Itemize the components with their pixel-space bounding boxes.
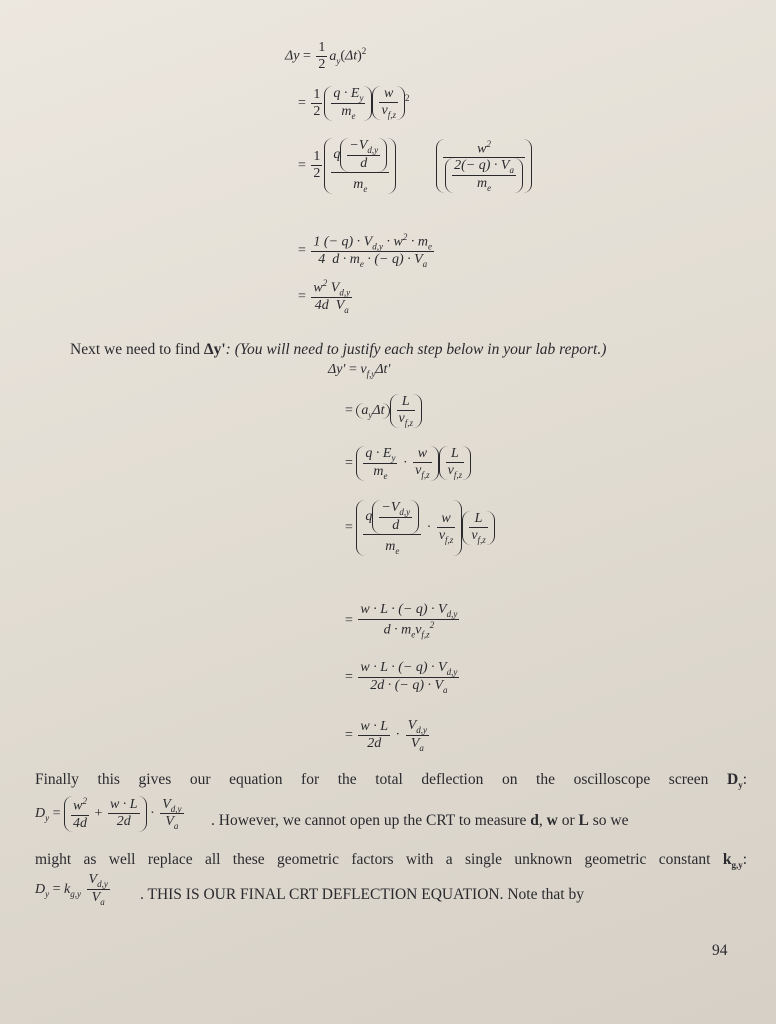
dyp-line-2: = $a_y\Delta t$ $\frac{L}{v_{f,z}}$ — [345, 394, 422, 428]
eq-dy: $D_y$ = $\frac{w^2}{4d}$ + $\frac{w \cdot L}{2d}$ · $\frac{V_{d,y}}{V_a}$ — [35, 796, 182, 832]
next-symbol: Δy' — [203, 341, 226, 358]
dy-line-2: = $\frac{1}{2}$ $\frac{q \cdot E_y}{m_e}$ $\frac{w}{v_{f,z}}$ $^2$ — [298, 86, 410, 121]
para2-b: so we — [592, 812, 629, 829]
next-intro-text: Next we need to find — [70, 341, 200, 358]
para1-symbol: D — [727, 771, 739, 788]
para2-L: L — [578, 812, 589, 829]
para2-a: . However, we cannot open up the CRT to measure — [211, 812, 527, 829]
para4-text: . THIS IS OUR FINAL CRT DEFLECTION EQUATION. Note that by — [140, 886, 584, 903]
dyp-line-1: $\Delta y' = v_{f,y}\Delta t'$ — [328, 362, 391, 379]
dyp-line-4: = q $\frac{-V_{d,y}}{d}$ $m_e$ · $\frac{w}{v_{f,z}}$ $\frac{L}{v_{f,z}}$ — [345, 500, 495, 556]
para3-sub: g,y — [731, 860, 743, 871]
next-intro-line — [70, 340, 606, 360]
next-italic-note: : (You will need to justify each step below in your lab report.) — [225, 341, 607, 358]
dy-line-1: Δy = $\frac{1}{2}$ $a_y(\Delta t)^2$ — [285, 40, 367, 72]
para2-or: or — [561, 812, 575, 829]
eq-final: $D_y = k_{g,y}$ $\frac{V_{d,y}}{V_a}$ — [35, 872, 108, 907]
para1-sub: y — [738, 780, 743, 791]
dyp-line-3: = $\frac{q \cdot E_y}{m_e}$ · $\frac{w}{v_{f,z}}$ $\frac{L}{v_{f,z}}$ — [345, 446, 471, 481]
para3-text: might as well replace all these geometric factors with a single unknown geometric constant — [35, 851, 711, 868]
para4 — [140, 885, 584, 905]
para3: might as well replace all these geometric factors with a single unknown geometric constant $k_{g,y}$: — [35, 851, 748, 871]
dyp-line-5: = $\frac{w \cdot L \cdot (- q) \cdot V_{d,y}}{d \cdot m_ev_{f,z}^2}$ — [345, 602, 458, 640]
page-number: 94 — [712, 942, 728, 959]
para2: . However, we cannot open up the CRT to measure d, w or L so we — [211, 812, 629, 829]
para1-text: Finally this gives our equation for the total deflection on the oscilloscope screen — [35, 771, 709, 788]
dyp-line-7: = $\frac{w \cdot L}{2d}$ · $\frac{V_{d,y}}{V_a}$ — [345, 718, 428, 753]
dyp-line-6: = $\frac{w \cdot L \cdot (- q) \cdot V_{d,y}}{2d \cdot (- q) \cdot V_a}$ — [345, 660, 458, 695]
para1: Finally this gives our equation for the total deflection on the oscilloscope screen $D_y$: — [35, 771, 748, 791]
dy-line-5: = $\frac{w^2 V_{d,y}}{4d V_a}$ — [298, 278, 351, 316]
dy-line-3: = $\frac{1}{2}$ q $\frac{-V_{d,y}}{d}$ $m_e$ $\frac{w^2}{\frac{2(- q) \cdot V_a}{m_e}}$ — [298, 138, 532, 194]
dy-line-4: = $\frac{1 (- q) \cdot V_{d,y} \cdot w^2 \cdot m_e}{4 d \cdot m_e \cdot (- q) \cdot V_a}$ — [298, 232, 432, 270]
para2-w: w — [546, 812, 558, 829]
para3-symbol: k — [722, 851, 732, 868]
para2-d: d — [530, 812, 539, 829]
